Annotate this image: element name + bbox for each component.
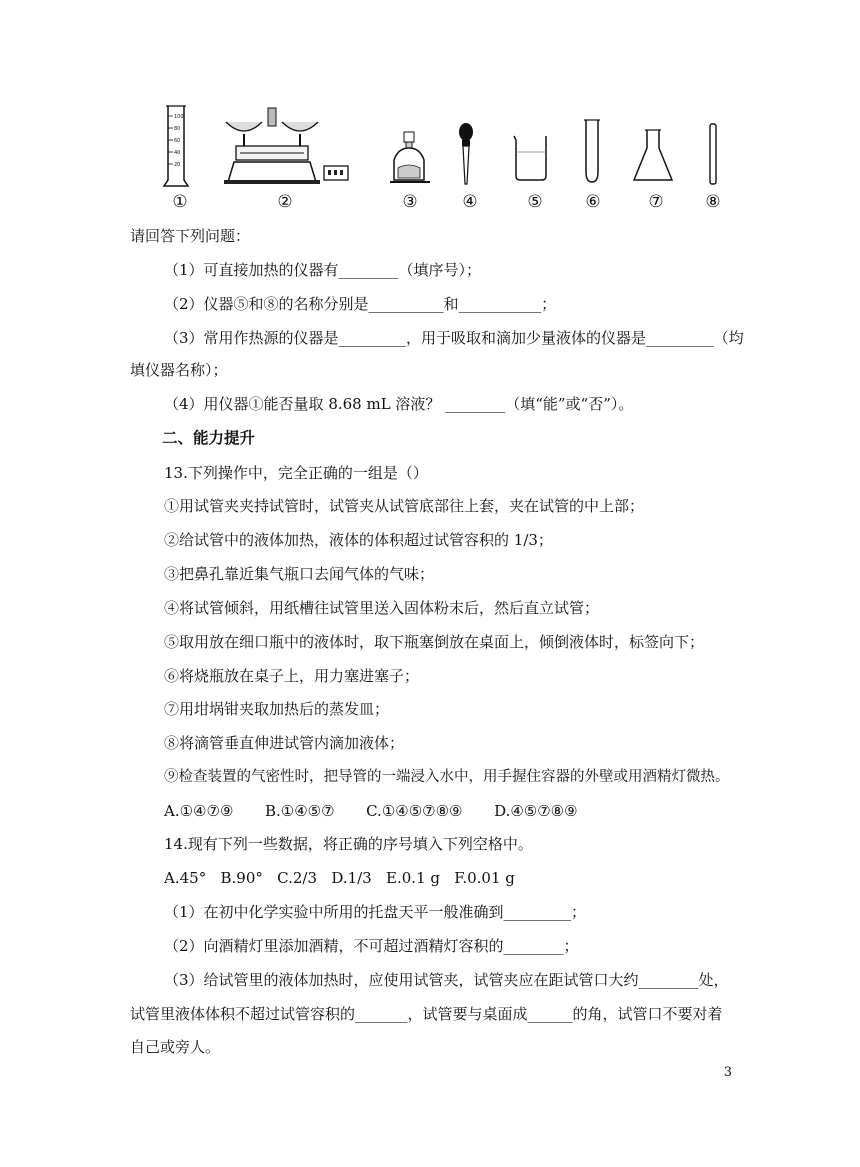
q13-option-d[interactable]: D.④⑤⑦⑧⑨ [494, 802, 578, 820]
figure-label-1: ① [172, 192, 188, 212]
cylinder-tick-40: 40 [174, 150, 181, 156]
answer-blank[interactable]: ______ [527, 1005, 573, 1023]
q14-sub-1: （1）在初中化学实验中所用的托盘天平一般准确到_________； [164, 903, 587, 921]
balance-figure [224, 106, 354, 188]
cylinder-tick-20: 20 [174, 162, 181, 168]
q13-item-2: ②给试管中的液体加热，液体的体积超过试管容积的 1/3； [164, 531, 553, 549]
answer-blank[interactable]: _________ [503, 903, 572, 921]
question-prompt: 请回答下列问题： [130, 227, 251, 245]
q14-sub-3: （3）给试管里的液体加热时，应使用试管夹，试管夹应在距试管口大约________处， [164, 971, 729, 989]
answer-blank[interactable]: ________ [503, 937, 564, 955]
figure-label-7: ⑦ [648, 192, 664, 212]
section-heading: 二、能力提升 [162, 429, 256, 447]
conical-flask-figure [632, 128, 674, 184]
q13-item-5: ⑤取用放在细口瓶中的液体时，取下瓶塞倒放在桌面上，倾倒液体时，标签向下； [164, 633, 705, 651]
q13-item-8: ⑧将滴管垂直伸进试管内滴加液体； [164, 734, 405, 752]
glass-rod-figure [706, 122, 720, 186]
answer-blank[interactable]: _________ [646, 329, 714, 347]
figure-label-5: ⑤ [527, 192, 543, 212]
answer-blank[interactable]: ________ [338, 261, 399, 279]
q14-options: A.45° B.90° C.2/3 D.1/3 E.0.1 g F.0.01 g [164, 869, 515, 887]
q14-sub-3-cont: 试管里液体体积不超过试管容积的_______，试管要与桌面成______的角，试管口不要对着 [130, 1005, 723, 1023]
answer-blank[interactable]: ___________ [458, 295, 542, 313]
q14-sub-3-end: 自己或旁人。 [130, 1038, 221, 1056]
page-number: 3 [723, 1065, 732, 1080]
figure-label-4: ④ [462, 192, 478, 212]
subquestion-1: （1）可直接加热的仪器有________（填序号）； [164, 261, 482, 279]
subquestion-4: （4）用仪器①能否量取 8.68 mL 溶液？ ________（填“能”或“否”）。 [164, 395, 634, 413]
q13-option-c[interactable]: C.①④⑤⑦⑧⑨ [366, 802, 463, 820]
figure-label-3: ③ [402, 192, 418, 212]
dropper-figure [456, 122, 476, 188]
q13-options [0, 801, 860, 821]
cylinder-tick-100: 100 [174, 114, 184, 120]
answer-blank[interactable]: ________ [638, 971, 699, 989]
q13-option-a[interactable]: A.①④⑦⑨ [164, 802, 234, 820]
graduated-cylinder-figure [162, 100, 192, 190]
q13-item-1: ①用试管夹夹持试管时，试管夹从试管底部往上套，夹在试管的中上部； [164, 497, 645, 515]
q13-item-3: ③把鼻孔靠近集气瓶口去闻气体的气味； [164, 565, 435, 583]
apparatus-figures [150, 100, 760, 220]
answer-blank[interactable]: _________ [338, 329, 407, 347]
q14-stem: 14.现有下列一些数据，将正确的序号填入下列空格中。 [164, 835, 533, 853]
subquestion-3-cont: 填仪器名称）； [130, 361, 228, 379]
answer-blank[interactable]: ________ [445, 395, 506, 413]
cylinder-tick-60: 60 [174, 138, 181, 144]
q13-item-7: ⑦用坩埚钳夹取加热后的蒸发皿； [164, 700, 390, 718]
cylinder-tick-80: 80 [174, 126, 181, 132]
answer-blank[interactable]: _______ [355, 1005, 408, 1023]
q13-stem: 13.下列操作中，完全正确的一组是（） [164, 464, 428, 482]
figure-label-6: ⑥ [585, 192, 601, 212]
figure-label-8: ⑧ [705, 192, 721, 212]
figure-label-2: ② [277, 192, 293, 212]
subquestion-2: （2）仪器⑤和⑧的名称分别是__________和___________； [164, 295, 557, 313]
answer-blank[interactable]: __________ [368, 295, 444, 313]
q13-item-6: ⑥将烧瓶放在桌子上，用力塞进塞子； [164, 667, 420, 685]
alcohol-lamp-figure [388, 130, 432, 186]
q13-item-9: ⑨检查装置的气密性时，把导管的一端浸入水中，用手握住容器的外壁或用酒精灯微热。 [164, 769, 730, 785]
q13-option-b[interactable]: B.①④⑤⑦ [264, 802, 335, 820]
q13-item-4: ④将试管倾斜，用纸槽往试管里送入固体粉末后，然后直立试管； [164, 599, 600, 617]
beaker-figure [510, 132, 552, 182]
test-tube-figure [582, 118, 602, 184]
q14-sub-2: （2）向酒精灯里添加酒精，不可超过酒精灯容积的________； [164, 937, 579, 955]
subquestion-3: （3）常用作热源的仪器是_________，用于吸取和滴加少量液体的仪器是_________（均 [164, 329, 744, 347]
